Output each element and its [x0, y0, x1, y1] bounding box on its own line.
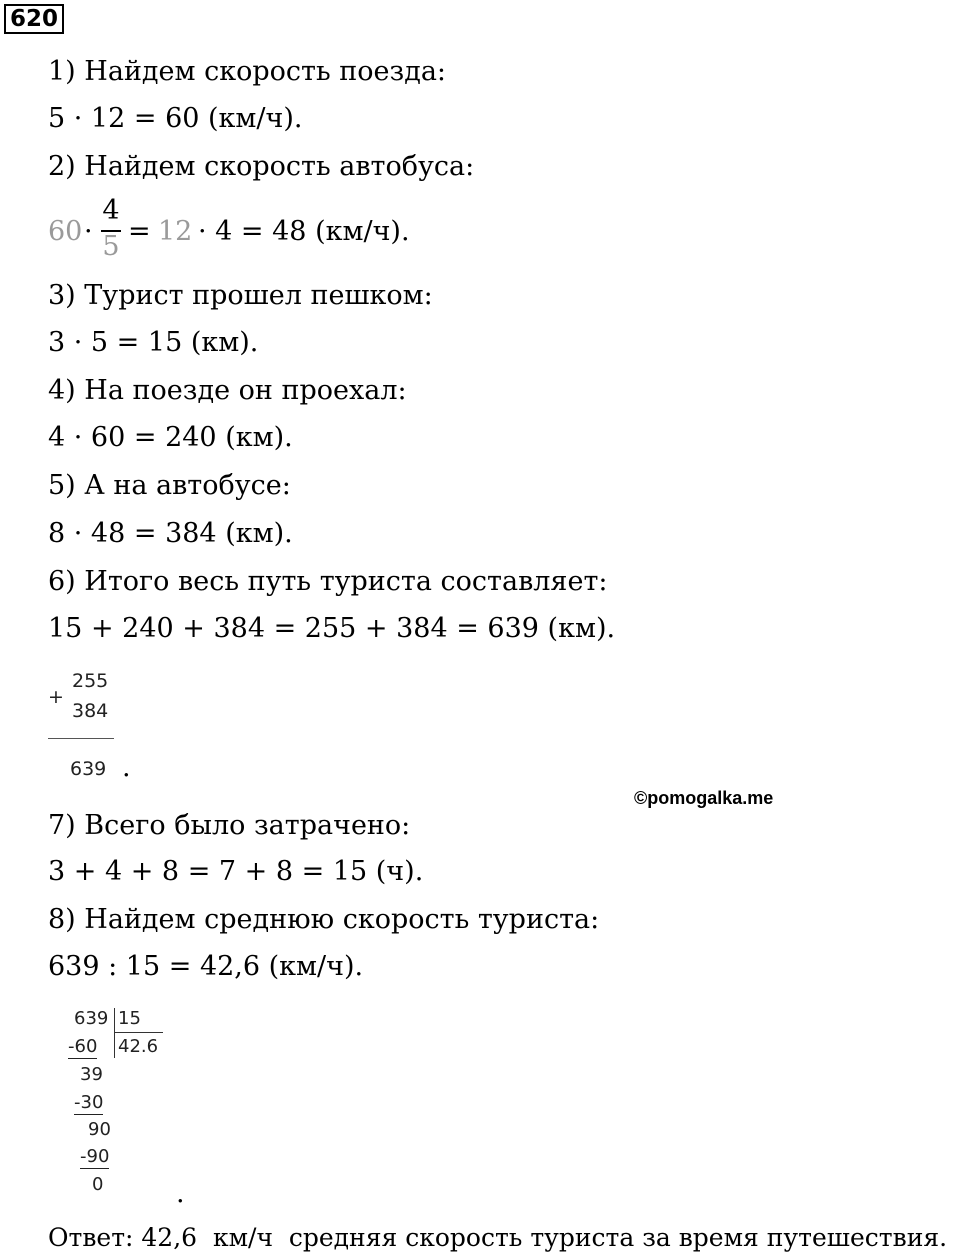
- division-horizontal-rule: [115, 1032, 163, 1033]
- division-period: .: [176, 1178, 185, 1209]
- division-row: -90: [80, 1146, 110, 1167]
- watermark: ©pomogalka.me: [634, 788, 774, 808]
- step-1-calc: 5 · 12 = 60 (км/ч).: [48, 103, 303, 134]
- division-row: 90: [88, 1119, 111, 1140]
- formula-reduced: 12: [158, 216, 193, 247]
- step-3-heading: 3) Турист прошел пешком:: [48, 280, 433, 311]
- step-2-heading: 2) Найдем скорость автобуса:: [48, 151, 475, 182]
- formula-rest: · 4 = 48 (км/ч).: [198, 216, 410, 247]
- division-divisor: 15: [118, 1008, 141, 1029]
- formula-train-speed: 60: [48, 216, 83, 247]
- division-row: -30: [74, 1092, 104, 1113]
- step-7-calc: 3 + 4 + 8 = 7 + 8 = 15 (ч).: [48, 856, 424, 887]
- division-quotient: 42.6: [118, 1036, 159, 1057]
- step-3-calc: 3 · 5 = 15 (км).: [48, 327, 259, 358]
- step-8-calc: 639 : 15 = 42,6 (км/ч).: [48, 951, 364, 982]
- fraction-denominator: 5: [102, 231, 120, 262]
- step-6-heading: 6) Итого весь путь туриста составляет:: [48, 566, 608, 597]
- step-5-calc: 8 · 48 = 384 (км).: [48, 518, 293, 549]
- step-1-heading: 1) Найдем скорость поезда:: [48, 56, 447, 87]
- division-dividend: 639: [74, 1008, 109, 1029]
- step-4-calc: 4 · 60 = 240 (км).: [48, 422, 293, 453]
- addition-period: .: [122, 752, 131, 783]
- answer: Ответ: 42,6 км/ч средняя скорость туриста за время путешествия.: [48, 1223, 948, 1252]
- addition-result: 639: [70, 758, 107, 780]
- step-4-heading: 4) На поезде он проехал:: [48, 375, 407, 406]
- step-5-heading: 5) А на автобусе:: [48, 470, 291, 501]
- addition-rule: [48, 738, 114, 739]
- fraction-numerator: 4: [102, 195, 120, 226]
- division-vertical-rule: [114, 1008, 115, 1058]
- addition-plus-sign: +: [48, 686, 64, 708]
- addition-top-number: 255: [72, 670, 109, 692]
- step-7-heading: 7) Всего было затрачено:: [48, 810, 411, 841]
- division-row: -60: [68, 1036, 98, 1057]
- formula-dot: ·: [84, 216, 93, 247]
- step-8-heading: 8) Найдем среднюю скорость туриста:: [48, 904, 600, 935]
- division-row: 39: [80, 1064, 103, 1085]
- division-row: 0: [92, 1174, 104, 1195]
- addition-bottom-number: 384: [72, 700, 109, 722]
- problem-number: 620: [4, 4, 64, 34]
- formula-equals: =: [128, 216, 151, 247]
- step-6-calc: 15 + 240 + 384 = 255 + 384 = 639 (км).: [48, 613, 616, 644]
